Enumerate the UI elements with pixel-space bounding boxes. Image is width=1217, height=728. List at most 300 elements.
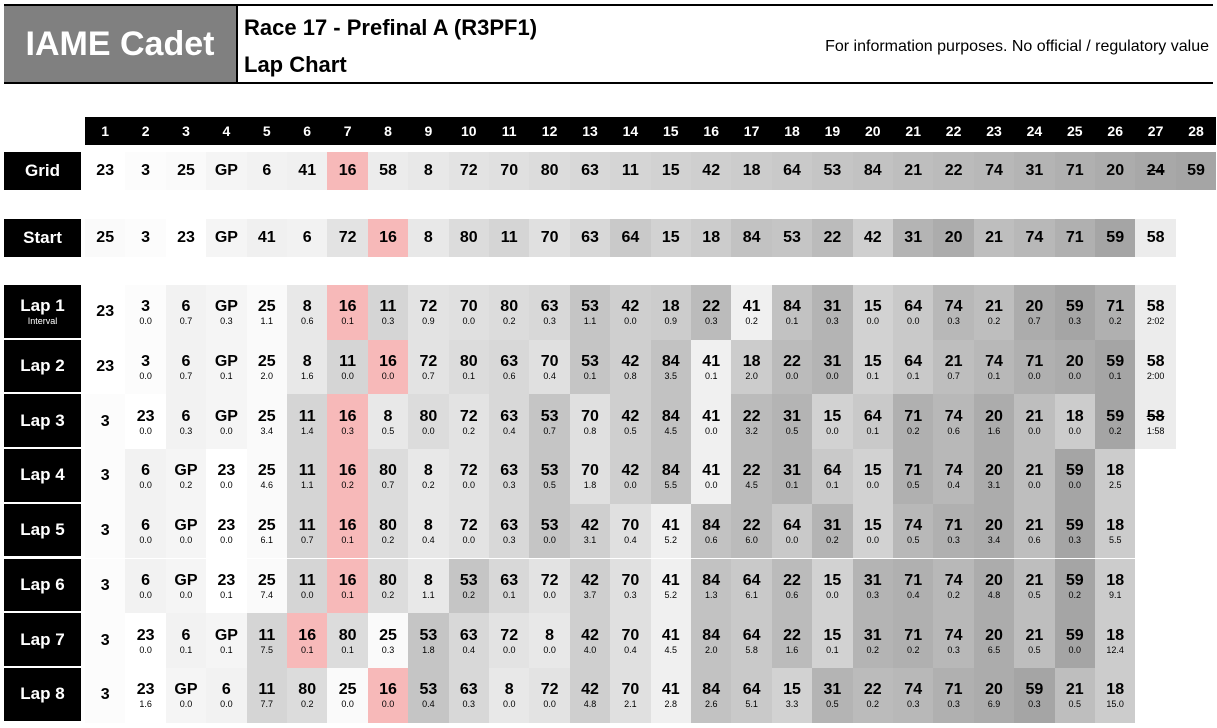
lap-cell (651, 449, 691, 504)
position-header (166, 117, 206, 145)
interval-value: 0.0 (1028, 371, 1041, 382)
grid-cell (1095, 152, 1135, 190)
driver-number: 64 (742, 571, 761, 589)
lap-cell (772, 285, 812, 340)
lap-cell (691, 449, 731, 504)
grid-row-label (4, 152, 81, 190)
driver-number: 41 (661, 517, 680, 535)
lap-cell (408, 668, 448, 723)
lap-cell (853, 613, 893, 668)
driver-number: GP (174, 681, 198, 699)
interval-value: 0.0 (139, 371, 152, 382)
lap-cell (570, 613, 610, 668)
start-cell (327, 219, 367, 257)
lap-cell (772, 559, 812, 614)
lap-cell (206, 449, 246, 504)
driver-number: 25 (257, 353, 276, 371)
driver-number: 72 (459, 462, 478, 480)
start-cell (651, 219, 691, 257)
lap-cell (570, 449, 610, 504)
interval-value: 0.4 (947, 480, 960, 491)
driver-number: 15 (823, 407, 842, 425)
row-label: Lap 1 (20, 296, 65, 316)
interval-value: 0.0 (866, 480, 880, 491)
driver-number: 20 (985, 462, 1003, 480)
interval-value: 3.4 (987, 535, 1001, 546)
grid-cell (651, 152, 691, 190)
driver-number: 22 (783, 571, 801, 589)
interval-value: 0.2 (502, 316, 516, 327)
category-title: IAME Cadet (4, 6, 238, 82)
driver-number: 41 (661, 681, 680, 699)
driver-number: 59 (1187, 162, 1205, 179)
interval-value: 0.5 (1068, 699, 1082, 710)
grid-cell (206, 152, 246, 190)
lap-cell (206, 340, 246, 395)
lap-cell (408, 559, 448, 614)
interval-value: 5.2 (664, 535, 678, 546)
driver-number: 63 (500, 517, 519, 535)
driver-number: 15 (863, 517, 882, 535)
driver-number: 21 (1025, 626, 1044, 644)
grid-cell (812, 152, 852, 190)
row-label: Lap 3 (20, 410, 65, 430)
driver-number: 41 (257, 229, 276, 246)
lap-cell (570, 285, 610, 340)
driver-number: 23 (217, 462, 236, 480)
lap-cell (1014, 559, 1054, 614)
driver-number: 53 (581, 298, 599, 316)
driver-number: 20 (944, 229, 963, 246)
lap-cell (812, 394, 852, 449)
interval-value: 0.0 (1028, 480, 1041, 491)
driver-number: 41 (661, 571, 680, 589)
interval-value: 2.8 (664, 699, 678, 710)
interval-value: 4.8 (583, 699, 597, 710)
interval-value: 9.1 (1108, 589, 1122, 600)
row-label: Grid (25, 161, 60, 180)
driver-number: 16 (338, 517, 357, 535)
grid-cell (327, 152, 367, 190)
lap-cell (408, 340, 448, 395)
driver-number: 42 (863, 229, 882, 246)
driver-number: 22 (783, 626, 801, 644)
interval-value: 0.3 (947, 699, 960, 710)
lap-cell (529, 504, 569, 559)
grid-cell (529, 152, 569, 190)
lap-cell (327, 559, 367, 614)
interval-value: 0.1 (220, 371, 233, 382)
driver-number: 18 (1106, 571, 1125, 589)
interval-value: 1.6 (300, 371, 314, 382)
start-cell (610, 219, 650, 257)
driver-number: 63 (459, 681, 478, 699)
interval-value: 0.9 (664, 316, 678, 327)
lap-cell (570, 559, 610, 614)
lap-cell (368, 340, 408, 395)
grid-cell (610, 152, 650, 190)
position-number: 2 (141, 123, 150, 139)
position-number: 21 (905, 123, 921, 139)
driver-number: 21 (985, 229, 1003, 246)
interval-value: 0.1 (220, 644, 233, 655)
driver-number: 72 (459, 162, 478, 179)
driver-number: 15 (863, 298, 882, 316)
driver-number: 11 (500, 229, 518, 246)
interval-value: 2.0 (260, 371, 274, 382)
driver-number: 74 (944, 571, 963, 589)
driver-number: 21 (1025, 407, 1044, 425)
interval-value: 0.7 (300, 535, 314, 546)
lap-cell (933, 668, 973, 723)
interval-value: 0.2 (381, 589, 395, 600)
lap-cell (812, 504, 852, 559)
lap-cell (893, 449, 933, 504)
interval-value: 0.4 (624, 535, 637, 546)
start-cell (529, 219, 569, 257)
lap-cell (691, 613, 731, 668)
lap-cell (125, 504, 165, 559)
driver-number: 22 (823, 229, 842, 246)
grid-cell (1176, 152, 1216, 190)
lap-cell (327, 394, 367, 449)
lap-cell (893, 504, 933, 559)
lap-cell (570, 394, 610, 449)
position-number: 24 (1026, 123, 1043, 139)
driver-number: 25 (96, 229, 115, 246)
lap-cell (1055, 394, 1095, 449)
driver-number: 64 (783, 517, 801, 535)
interval-value: 3.1 (987, 480, 1001, 491)
interval-value: 3.2 (745, 425, 758, 436)
driver-number: 71 (904, 571, 923, 589)
driver-number: 18 (1106, 626, 1125, 644)
lap-cell (1014, 613, 1054, 668)
row-label: Lap 7 (20, 629, 65, 649)
driver-number: 15 (661, 162, 680, 179)
interval-value: 0.8 (583, 425, 597, 436)
interval-value: 0.0 (1028, 425, 1041, 436)
driver-number: 20 (1106, 162, 1125, 179)
position-number: 12 (541, 123, 558, 139)
lap-cell (449, 449, 489, 504)
interval-value: 5.2 (664, 589, 678, 600)
driver-number: 3 (141, 298, 151, 316)
position-number: 6 (303, 123, 312, 139)
interval-value: 0.1 (341, 589, 354, 600)
lap-cell (247, 449, 287, 504)
driver-number: 8 (383, 407, 393, 425)
driver-number: 59 (1065, 462, 1084, 480)
interval-value: 0.2 (179, 480, 193, 491)
driver-number: 53 (823, 162, 842, 179)
interval-value: 0.7 (543, 425, 556, 436)
driver-number: 74 (985, 353, 1003, 371)
position-header (812, 117, 852, 145)
lap-cell (691, 285, 731, 340)
position-header (933, 117, 973, 145)
row-label: Start (23, 228, 62, 247)
lap-cell (1135, 340, 1175, 395)
driver-number: 25 (257, 298, 276, 316)
grid-cell (974, 152, 1014, 190)
driver-number: 84 (742, 229, 761, 246)
lap-cell (610, 449, 650, 504)
grid-cell (125, 152, 165, 190)
start-row-label (4, 219, 81, 257)
driver-number: 3 (100, 686, 110, 704)
interval-value: 0.0 (543, 589, 556, 600)
interval-value: 0.0 (139, 589, 152, 600)
interval-value: 0.3 (947, 316, 960, 327)
interval-value: 0.3 (381, 644, 395, 655)
interval-value: 0.0 (624, 480, 637, 491)
interval-value: 0.0 (906, 316, 920, 327)
interval-value: 0.1 (987, 371, 1001, 382)
driver-number: 22 (863, 681, 882, 699)
lap-cell (651, 559, 691, 614)
lap-cell (1014, 340, 1054, 395)
start-cell (731, 219, 771, 257)
driver-number: 70 (621, 571, 640, 589)
driver-number: 70 (500, 162, 519, 179)
lap-cell (125, 285, 165, 340)
lap-cell (85, 668, 125, 723)
driver-number: 74 (904, 681, 923, 699)
lap-row-label (4, 613, 81, 666)
lap-cell (731, 394, 771, 449)
driver-number: GP (214, 353, 238, 371)
row-label: Lap 4 (20, 465, 65, 485)
interval-value: 5.1 (745, 699, 758, 710)
interval-value: 0.4 (422, 535, 435, 546)
lap-cell (651, 668, 691, 723)
lap-cell (529, 449, 569, 504)
interval-value: 1.6 (987, 425, 1001, 436)
interval-value: 0.2 (381, 535, 395, 546)
start-cell (933, 219, 973, 257)
interval-value: 0.0 (785, 371, 799, 382)
lap-cell (853, 394, 893, 449)
start-cell (772, 219, 812, 257)
interval-value: 0.3 (462, 699, 476, 710)
interval-value: 0.4 (422, 699, 435, 710)
start-cell (1055, 219, 1095, 257)
interval-value: 0.0 (220, 699, 233, 710)
driver-number: 64 (621, 229, 640, 246)
interval-value: 2.0 (704, 644, 718, 655)
start-cell (449, 219, 489, 257)
lap-row-label (4, 668, 81, 721)
grid-cell (166, 152, 206, 190)
lap-cell (287, 613, 327, 668)
driver-number: 11 (258, 681, 276, 699)
driver-number: 16 (338, 298, 357, 316)
lap-cell (408, 285, 448, 340)
driver-number: 15 (823, 571, 842, 589)
driver-number: 63 (459, 626, 478, 644)
interval-value: 0.1 (300, 644, 314, 655)
lap-cell (408, 449, 448, 504)
lap-row-label (4, 394, 81, 447)
interval-value: 1.6 (139, 699, 152, 710)
driver-number: 70 (459, 298, 478, 316)
lap-cell (247, 340, 287, 395)
lap-cell (570, 340, 610, 395)
interval-value: 2.0 (745, 371, 758, 382)
interval-value: 0.1 (220, 589, 233, 600)
interval-value: 0.0 (502, 644, 516, 655)
interval-value: 0.3 (502, 480, 516, 491)
interval-value: 0.2 (826, 535, 839, 546)
lap-cell (651, 504, 691, 559)
lap-cell (489, 504, 529, 559)
lap-cell (651, 285, 691, 340)
driver-number: 21 (1025, 571, 1044, 589)
driver-number: 59 (1065, 571, 1084, 589)
lap-cell (1095, 559, 1135, 614)
lap-cell (974, 394, 1014, 449)
lap-cell (974, 559, 1014, 614)
driver-number: 59 (1106, 353, 1125, 371)
lap-cell (368, 613, 408, 668)
interval-value: 0.0 (1068, 371, 1082, 382)
interval-value: 0.5 (785, 425, 799, 436)
driver-number: 53 (419, 626, 438, 644)
driver-number: 59 (1065, 298, 1084, 316)
lap-cell (933, 559, 973, 614)
start-cell (287, 219, 327, 257)
driver-number: 74 (944, 298, 963, 316)
interval-value: 0.2 (341, 480, 354, 491)
lap-cell (368, 449, 408, 504)
driver-number: 22 (742, 407, 761, 425)
lap-cell (1095, 394, 1135, 449)
driver-number: 11 (298, 517, 316, 535)
interval-value: 0.0 (179, 589, 193, 600)
lap-cell (1055, 668, 1095, 723)
lap-cell (933, 613, 973, 668)
driver-number: 3 (100, 576, 110, 594)
position-number: 23 (986, 123, 1002, 139)
lap-cell (1014, 285, 1054, 340)
driver-number: 58 (1146, 407, 1165, 425)
driver-number: 70 (581, 407, 599, 425)
interval-value: 0.7 (179, 371, 193, 382)
interval-value: 0.3 (1068, 316, 1082, 327)
interval-value: 0.1 (704, 371, 718, 382)
interval-value: 0.2 (462, 589, 476, 600)
driver-number: 59 (1106, 229, 1125, 246)
lap-cell (125, 394, 165, 449)
driver-number: 8 (302, 353, 312, 371)
interval-value: 0.5 (826, 699, 839, 710)
driver-number: 20 (985, 571, 1003, 589)
lap-cell (1014, 394, 1054, 449)
interval-value: 0.3 (1028, 699, 1041, 710)
interval-value: 0.0 (1068, 425, 1082, 436)
driver-number: 41 (702, 407, 721, 425)
interval-value: 4.5 (745, 480, 758, 491)
lap-cell (610, 668, 650, 723)
interval-value: 0.6 (1028, 535, 1041, 546)
lap-cell (691, 504, 731, 559)
lap-cell (287, 504, 327, 559)
lap-cell (85, 340, 125, 395)
interval-value: 0.0 (704, 425, 718, 436)
driver-number: 23 (96, 358, 115, 376)
interval-value: 1.4 (300, 425, 314, 436)
lap-cell (1055, 613, 1095, 668)
position-number: 20 (865, 123, 881, 139)
interval-value: 0.2 (987, 316, 1001, 327)
lap-cell (408, 504, 448, 559)
interval-value: 3.4 (260, 425, 274, 436)
interval-value: 0.1 (179, 644, 193, 655)
driver-number: 41 (298, 162, 317, 179)
lap-cell (206, 504, 246, 559)
driver-number: 23 (136, 626, 155, 644)
lap-cell (570, 504, 610, 559)
driver-number: 41 (702, 353, 721, 371)
lap-cell (206, 613, 246, 668)
driver-number: 23 (177, 229, 195, 246)
interval-value: 1.8 (422, 644, 435, 655)
lap-cell (327, 285, 367, 340)
interval-value: 0.3 (947, 535, 960, 546)
position-number: 19 (824, 123, 841, 139)
driver-number: 15 (863, 353, 882, 371)
driver-number: 25 (257, 462, 276, 480)
start-cell (570, 219, 610, 257)
interval-value: 4.8 (987, 589, 1001, 600)
lap-cell (327, 504, 367, 559)
interval-value: 5.8 (745, 644, 758, 655)
driver-number: 63 (540, 298, 559, 316)
lap-cell (731, 285, 771, 340)
lap-cell (449, 668, 489, 723)
lap-cell (449, 504, 489, 559)
interval-value: 0.4 (462, 644, 476, 655)
driver-number: 63 (581, 229, 599, 246)
driver-number: 31 (823, 298, 842, 316)
lap-cell (570, 668, 610, 723)
lap-cell (166, 340, 206, 395)
lap-cell (166, 394, 206, 449)
driver-number: 71 (1106, 298, 1125, 316)
lap-cell (1095, 504, 1135, 559)
driver-number: 70 (540, 353, 559, 371)
driver-number: 71 (904, 407, 923, 425)
interval-value: 7.5 (260, 644, 274, 655)
driver-number: 18 (702, 229, 721, 246)
lap-cell (691, 340, 731, 395)
driver-number: 63 (581, 162, 599, 179)
lap-cell (125, 613, 165, 668)
lap-cell (610, 285, 650, 340)
driver-number: 23 (217, 517, 236, 535)
lap-cell (206, 559, 246, 614)
position-number: 3 (182, 123, 190, 139)
lap-cell (1055, 285, 1095, 340)
position-header (1055, 117, 1095, 145)
lap-cell (125, 449, 165, 504)
interval-value: 0.7 (422, 371, 435, 382)
driver-number: 31 (823, 681, 842, 699)
driver-number: GP (174, 517, 198, 535)
position-header (125, 117, 165, 145)
lap-cell (933, 394, 973, 449)
